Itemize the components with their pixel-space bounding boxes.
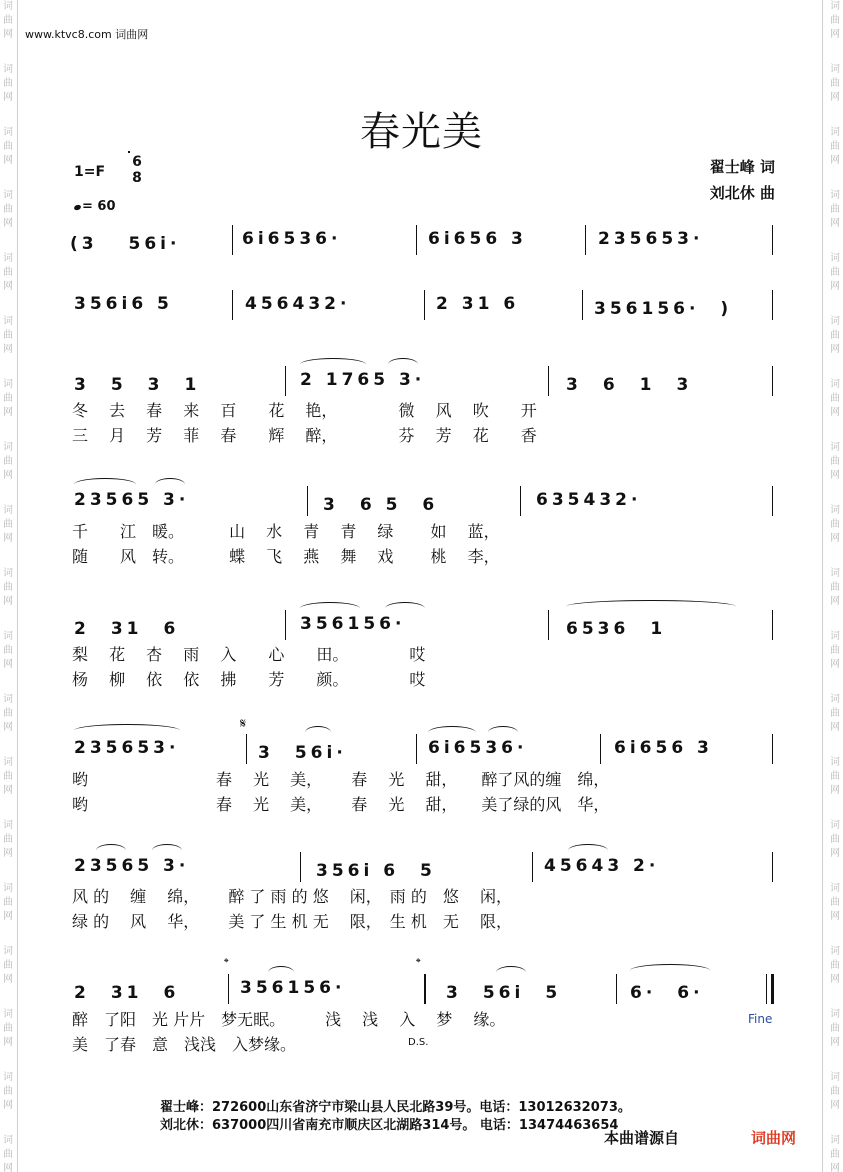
watermark-text: 词 曲 网 [830, 820, 840, 859]
measure: 2 1765 3· [300, 370, 426, 390]
measure: 6536 1 [566, 619, 667, 639]
watermark-text: 词 曲 网 [830, 64, 840, 103]
measure: 235653· [74, 738, 180, 758]
watermark-text: 词 曲 网 [3, 442, 13, 481]
watermark-text: 词 曲 网 [830, 1, 840, 40]
lyric-line: 梨 花 杏 雨 入 心 田。 哎 [72, 645, 426, 664]
intro-measure-2: 6i6536· [242, 229, 342, 249]
watermark-text: 词 曲 网 [830, 883, 840, 922]
watermark-text: 词 曲 网 [830, 505, 840, 544]
watermark-text: 词 曲 网 [3, 64, 13, 103]
lyrics-row-4a [0, 767, 843, 791]
watermark-text: 词 曲 网 [830, 568, 840, 607]
lyric-line: 冬 去 春 来 百 花 艳， 微 风 吹 开 [72, 401, 537, 420]
lyrics-row-6a [0, 1007, 843, 1031]
notation-row-6 [0, 978, 843, 1002]
intro-measure-3: 6i656 3 [428, 229, 527, 249]
watermark-text: 词 曲 网 [830, 379, 840, 418]
composer: 刘北休 曲 [709, 184, 775, 202]
lyrics-row-3a [0, 642, 843, 666]
lyricist-contact: 翟士峰：272600山东省济宁市梁山县人民北路39号。电话：13012632073。 [160, 1100, 631, 1115]
lyrics-row-4b [0, 792, 843, 816]
watermark-text: 词 曲 网 [3, 190, 13, 229]
watermark-text: 词 曲 网 [3, 757, 13, 796]
slur [630, 964, 710, 977]
watermark-text: 词 曲 网 [3, 379, 13, 418]
lyricist: 翟士峰 词 [709, 158, 775, 176]
watermark-text: 词 曲 网 [830, 127, 840, 166]
slur [566, 600, 736, 613]
watermark-text: 词 曲 网 [3, 694, 13, 733]
intro-measure-8: 356156· ) [594, 299, 733, 319]
lyrics-row-5a [0, 884, 843, 908]
lyric-line: 绿 的 风 华， 美 了 生 机 无 限， 生 机 无 限， [72, 912, 512, 931]
tempo-mark: = 60 [74, 199, 116, 214]
measure: 356i 6 5 [316, 861, 436, 881]
watermark-text: 词 曲 网 [3, 631, 13, 670]
measure: 3 56i· [258, 743, 347, 763]
lyric-line: 哟 春 光 美， 春 光 甜， 美了绿的风 华， [72, 795, 610, 814]
intro-notation-row-1 [0, 229, 843, 253]
song-title: 春光美 [360, 109, 483, 155]
measure: 45643 2· [544, 856, 660, 876]
notation-row-1 [0, 370, 843, 394]
final-barline [771, 974, 774, 1004]
lyrics-row-2a [0, 519, 843, 543]
lyrics-row-1b [0, 423, 843, 447]
watermark-text: 词 曲 网 [3, 1135, 13, 1172]
notation-row-3 [0, 614, 843, 638]
lyrics-row-3b [0, 667, 843, 691]
measure: 3 6 1 3 [566, 375, 693, 395]
measure: 6i6536· [428, 738, 528, 758]
intro-measure-5: 356i6 5 [74, 294, 173, 314]
watermark-text: 词 曲 网 [3, 505, 13, 544]
measure: 2 31 6 [74, 619, 180, 639]
watermark-text: 词 曲 网 [830, 1009, 840, 1048]
measure: 6· 6· [630, 983, 704, 1003]
measure: 356156· [240, 978, 346, 998]
measure: 23565 3· [74, 490, 190, 510]
lyric-line: 醉 了阳 光 片片 梦无眠。 浅 浅 入 梦 缘。 [72, 1010, 506, 1029]
composer-contact: 刘北休：637000四川省南充市顺庆区北湖路314号。 电话：13474463654 [160, 1118, 619, 1133]
lyrics-row-1a [0, 398, 843, 422]
watermark-text: 词 曲 网 [830, 757, 840, 796]
quarter-note-icon [73, 204, 81, 211]
watermark-text: 词 曲 网 [3, 883, 13, 922]
measure: 23565 3· [74, 856, 190, 876]
notation-row-2 [0, 490, 843, 514]
lyric-line: 随 风 转。 蝶 飞 燕 舞 戏 桃 李， [72, 547, 500, 566]
watermark-text: 词 曲 网 [830, 253, 840, 292]
time-numerator: 6 [132, 154, 142, 170]
intro-measure-1: (3 56i· [70, 234, 181, 254]
repeat-barline [424, 974, 426, 1004]
measure: 356156· [300, 614, 406, 634]
intro-measure-6: 456432· [245, 294, 351, 314]
notation-row-5 [0, 856, 843, 880]
coda-sign: 𝄌 [416, 956, 421, 971]
watermark-text: 词 曲 网 [830, 946, 840, 985]
intro-measure-4: 235653· [598, 229, 704, 249]
watermark-text: 词 曲 网 [3, 1072, 13, 1111]
watermark-text: 词 曲 网 [830, 190, 840, 229]
lyric-line: 美 了春 意 浅浅 入梦缘。 [72, 1035, 297, 1054]
slur [74, 724, 180, 737]
watermark-text: 词 曲 网 [830, 442, 840, 481]
watermark-text: 词 曲 网 [3, 820, 13, 859]
lyrics-row-5b [0, 909, 843, 933]
watermark-text: 词 曲 网 [3, 127, 13, 166]
measure: 6i656 3 [614, 738, 713, 758]
watermark-text: 词 曲 网 [3, 253, 13, 292]
segno-sign: 𝄋 [240, 716, 247, 732]
watermark-text: 词 曲 网 [830, 631, 840, 670]
lyric-line: 杨 柳 依 依 拂 芳 颜。 哎 [72, 670, 426, 689]
watermark-text: 词 曲 网 [3, 1, 13, 40]
lyrics-row-2b [0, 544, 843, 568]
notation-row-4 [0, 738, 843, 762]
key-signature: 1=F [74, 164, 106, 180]
time-signature [128, 154, 146, 186]
fine-mark: Fine [748, 1012, 773, 1026]
lyric-line: 风 的 缠 绵， 醉 了 雨 的 悠 闲， 雨 的 悠 闲， [72, 887, 512, 906]
coda-sign: 𝄌 [224, 956, 229, 971]
watermark-text: 词 曲 网 [3, 1009, 13, 1048]
watermark-text: 词 曲 网 [830, 316, 840, 355]
watermark-text: 词 曲 网 [830, 1072, 840, 1111]
source-label: 本曲谱源自 [604, 1129, 680, 1147]
measure: 635432· [536, 490, 642, 510]
watermark-text: 词 曲 网 [830, 694, 840, 733]
watermark-text: 词 曲 网 [830, 1135, 840, 1172]
lyric-line: 千 江 暖。 山 水 青 青 绿 如 蓝， [72, 522, 500, 541]
lyric-line: 哟 春 光 美， 春 光 甜， 醉了风的缠 绵， [72, 770, 610, 789]
ds-mark: D.S. [408, 1037, 429, 1048]
brand-logo: 词曲网 [751, 1129, 797, 1147]
measure: 2 31 6 [74, 983, 180, 1003]
site-url: www.ktvc8.com 词曲网 [25, 28, 149, 41]
intro-measure-7: 2 31 6 [436, 294, 520, 314]
watermark-text: 词 曲 网 [3, 568, 13, 607]
watermark-text: 词 曲 网 [3, 946, 13, 985]
intro-notation-row-2 [0, 294, 843, 318]
measure: 3 6 5 6 [323, 495, 439, 515]
measure: 3 56i 5 [446, 983, 562, 1003]
lyric-line: 三 月 芳 菲 春 辉 醉， 芬 芳 花 香 [72, 426, 537, 445]
time-denominator: 8 [132, 170, 142, 186]
watermark-text: 词 曲 网 [3, 316, 13, 355]
measure: 3 5 3 1 [74, 375, 201, 395]
